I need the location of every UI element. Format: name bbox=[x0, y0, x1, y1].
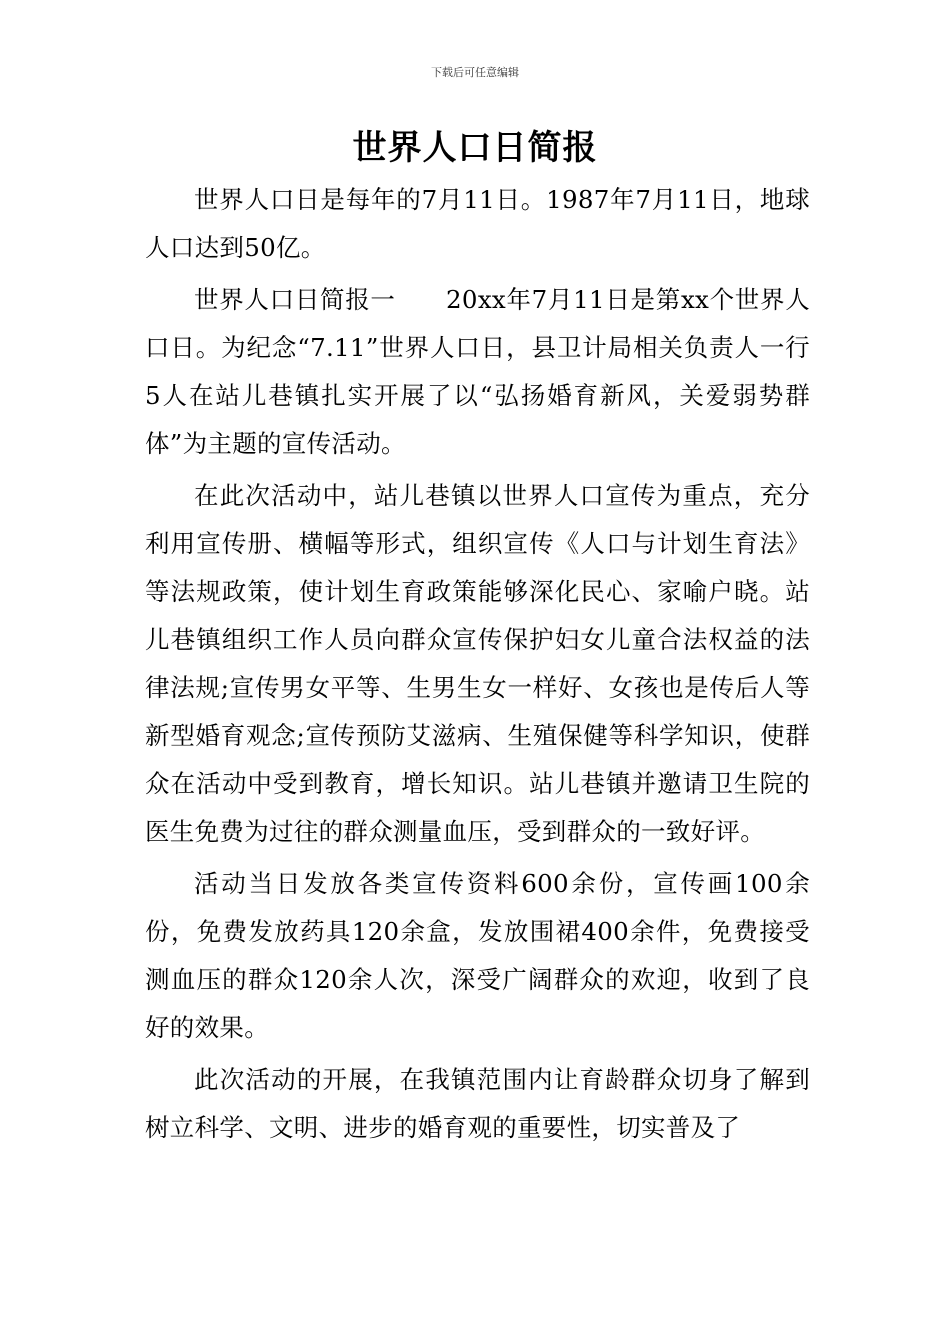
document-title: 世界人口日简报 bbox=[352, 128, 598, 168]
paragraph: 活动当日发放各类宣传资料600余份，宣传画100余份，免费发放药具120余盒，发放围裙400余件，免费接受测血压的群众120余人次，深受广阔群众的欢迎，收到了良好的效果。 bbox=[145, 869, 810, 1042]
paragraph: 在此次活动中，站儿巷镇以世界人口宣传为重点，充分利用宣传册、横幅等形式，组织宣传《人口与计划生育法》等法规政策，使计划生育政策能够深化民心、家喻户晓。站儿巷镇组织工作人员向群众宣传保护妇女儿童合法权益的法律法规;宣传男女平等、生男生女一样好、女孩也是传后人等新型婚育观念;宣传预防艾滋病、生殖保健等科学知识，使群众在活动中受到教育，增长知识。站儿巷镇并邀请卫生院的医生免费为过往的群众测量血压，受到群众的一致好评。 bbox=[145, 481, 810, 846]
header-note: 下载后可任意编辑 bbox=[431, 66, 519, 79]
paragraph: 世界人口日是每年的7月11日。1987年7月11日，地球人口达到50亿。 bbox=[145, 185, 810, 262]
document-body bbox=[145, 176, 810, 1156]
paragraph: 此次活动的开展，在我镇范围内让育龄群众切身了解到树立科学、文明、进步的婚育观的重要性，切实普及了 bbox=[145, 1065, 810, 1142]
paragraph: 世界人口日简报一 20xx年7月11日是第xx个世界人口日。为纪念“7.11”世界人口日，县卫计局相关负责人一行5人在站儿巷镇扎实开展了以“弘扬婚育新风，关爱弱势群体”为主题的宣传活动。 bbox=[145, 285, 810, 458]
